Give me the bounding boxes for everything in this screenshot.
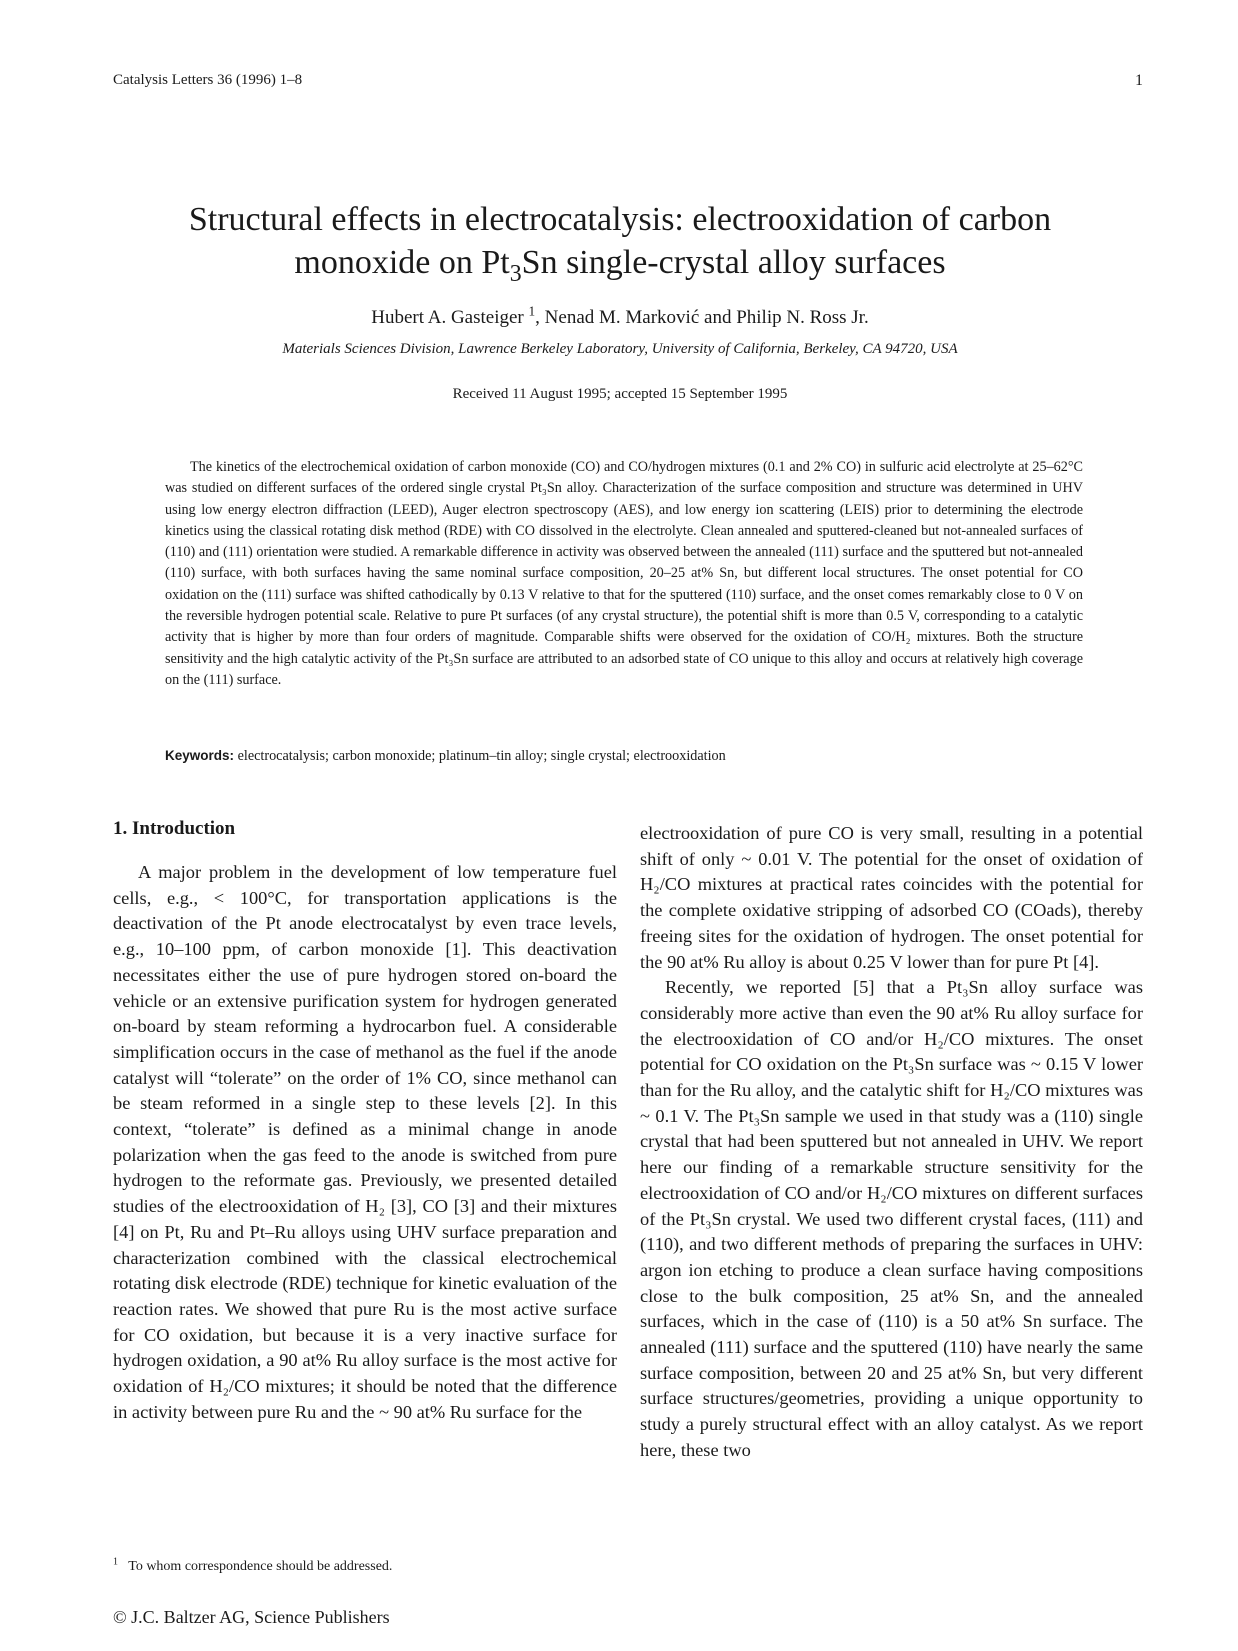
intro-paragraph-1-continued: electrooxidation of pure CO is very small, resulting in a potential shift of only ~ 0.01 V. The potential for the onset of oxidation of H₂/CO mixtures at practical rates coincides with the potential for the complete oxidative stripping of adsorbed CO (COads), thereby freeing sites for the oxidation of hydrogen. The onset potential for the 90 at% Ru alloy is about 0.25 V lower than for pure Pt [4].: [640, 823, 1143, 972]
title-subscript: 3: [509, 260, 522, 287]
abstract: The kinetics of the electrochemical oxidation of carbon monoxide (CO) and CO/hydrogen mixtures (0.1 and 2% CO) in sulfuric acid electrolyte at 25–62°C was studied on different surfaces of the ordered single crystal Pt₃Sn alloy. Characterization of the surface composition and structure was determined in UHV using low energy electron diffraction (LEED), Auger electron spectroscopy (AES), and low energy ion scattering (LEIS) prior to determining the electrode kinetics using the classical rotating disk method (RDE) with CO dissolved in the electrolyte. Clean annealed and sputtered-cleaned but not-annealed surfaces of (110) and (111) orientation were studied. A remarkable difference in activity was observed between the annealed (111) surface and the sputtered but not-annealed (110) surface, with both surfaces having the same nominal surface composition, 20–25 at% Sn, but different local structures. The onset potential for CO oxidation on the (111) surface was shifted cathodically by 0.13 V relative to that for the sputtered (110) surface, and the onset comes remarkably close to 0 V on the reversible hydrogen potential scale. Relative to pure Pt surfaces (of any crystal structure), the potential shift is more than 0.5 V, corresponding to a catalytic activity that is higher by more than four orders of magnitude. Comparable shifts were observed for the oxidation of CO/H₂ mixtures. Both the structure sensitivity and the high catalytic activity of the Pt₃Sn surface are attributed to an adsorbed state of CO unique to this alloy and occurs at relatively high coverage on the (111) surface.: [165, 459, 1083, 688]
footnote-text: To whom correspondence should be addressed.: [128, 1559, 393, 1574]
keywords-label: Keywords:: [165, 748, 235, 763]
journal-citation: Catalysis Letters 36 (1996) 1–8: [113, 72, 303, 88]
intro-paragraph-2: Recently, we reported [5] that a Pt₃Sn alloy surface was considerably more active than even the 90 at% Ru alloy surface for the electrooxidation of CO and/or H₂/CO mixtures. The onset potential for CO oxidation on the Pt₃Sn surface was ~ 0.15 V lower than for the Ru alloy, and the catalytic shift for H₂/CO mixtures was ~ 0.1 V. The Pt₃Sn sample we used in that study was a (110) single crystal that had been sputtered but not annealed in UHV. We report here our finding of a remarkable structure sensitivity for the electrooxidation of CO and/or H₂/CO mixtures on different surfaces of the Pt₃Sn crystal. We used two different crystal faces, (111) and (110), and two different methods of preparing the surfaces in UHV: argon ion etching to produce a clean surface having compositions close to the bulk composition, 25 at% Sn, and the annealed surfaces, which in the case of (110) is a 50 at% Sn surface. The annealed (111) surface and the sputtered (110) have nearly the same surface composition, between 20 and 25 at% Sn, but very different surface structures/geometries, providing a unique opportunity to study a purely structural effect with an alloy catalyst. As we report here, these two: [640, 977, 1143, 1460]
footnote-mark: 1: [113, 1556, 118, 1568]
intro-paragraph-1: A major problem in the development of low temperature fuel cells, e.g., < 100°C, for transportation applications is the deactivation of the Pt anode electrocatalyst by even trace levels, e.g., 10–100 ppm, of carbon monoxide [1]. This deactivation necessitates either the use of pure hydrogen stored on-board the vehicle or an extensive purification system for hydrogen generated on-board by steam reforming a hydrocarbon fuel. A considerable simplification occurs in the case of methanol as the fuel if the anode catalyst will “tolerate” on the order of 1% CO, since methanol can be steam reformed in a single step to these levels [2]. In this context, “tolerate” is defined as a minimal change in anode polarization when the gas feed to the anode is switched from pure hydrogen to the reformate gas. Previously, we presented detailed studies of the electrooxidation of H₂ [3], CO [3] and their mixtures [4] on Pt, Ru and Pt–Ru alloys using UHV surface preparation and characterization combined with the classical electrochemical rotating disk electrode (RDE) technique for kinetic evaluation of the reaction rates. We showed that pure Ru is the most active surface for CO oxidation, but because it is a very inactive surface for hydrogen oxidation, a 90 at% Ru alloy surface is the most active for oxidation of H₂/CO mixtures; it should be noted that the difference in activity between pure Ru and the ~ 90 at% Ru surface for the: [113, 862, 617, 1422]
running-head: [113, 72, 1143, 94]
title-line-2-start: monoxide on Pt: [294, 244, 510, 281]
keywords-text: electrocatalysis; carbon monoxide; platinum–tin alloy; single crystal; electrooxidation: [237, 748, 726, 764]
page-number: 1: [1135, 72, 1143, 89]
co-authors: , Nenad M. Marković and Philip N. Ross Jr.: [535, 307, 869, 328]
keywords: [165, 748, 1083, 765]
article-title: [130, 198, 1110, 287]
section-heading-introduction: 1. Introduction: [113, 818, 236, 839]
received-dates: Received 11 August 1995; accepted 15 September 1995: [452, 386, 788, 402]
title-line-1: Structural effects in electrocatalysis: electrooxidation of carbon: [188, 201, 1052, 238]
footnote: [113, 1556, 617, 1575]
author-gasteiger: Hubert A. Gasteiger: [371, 307, 524, 328]
author-footnote-mark: 1: [528, 303, 536, 319]
left-column: [113, 860, 617, 1425]
affiliation: Materials Sciences Division, Lawrence Berkeley Laboratory, University of California, Berkeley, CA 94720, USA: [282, 341, 958, 357]
author-list: [130, 303, 1110, 329]
right-column: [640, 821, 1143, 1464]
publisher-line: © J.C. Baltzer AG, Science Publishers: [113, 1607, 390, 1627]
title-line-2-end: Sn single-crystal alloy surfaces: [521, 244, 946, 281]
